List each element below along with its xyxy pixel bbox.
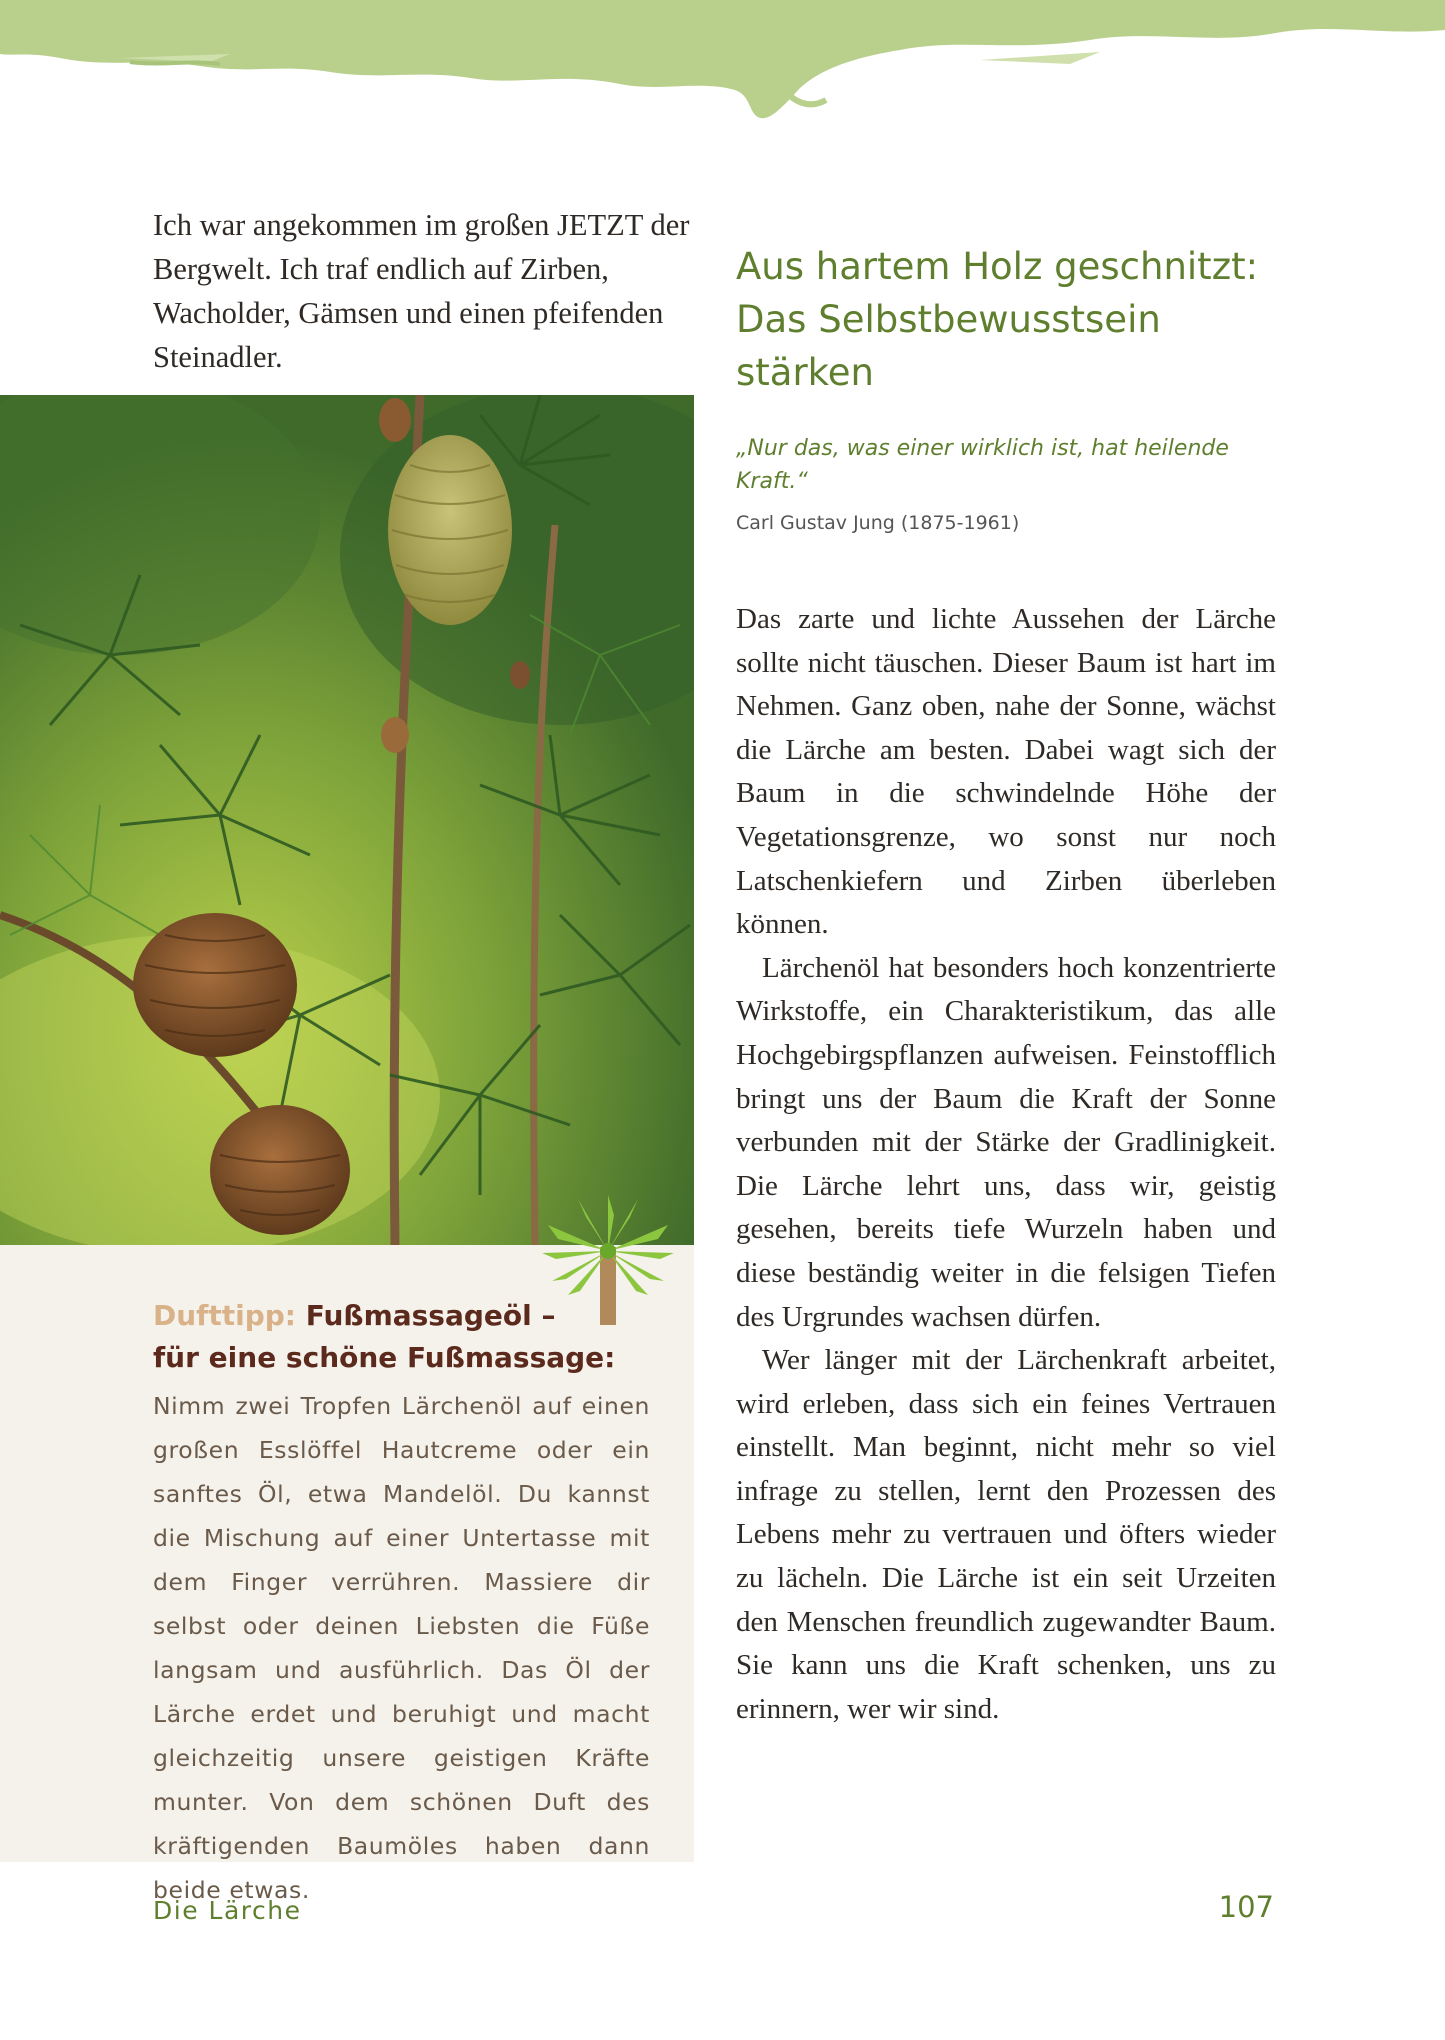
intro-paragraph: Ich war angekommen im großen JETZT der Bergwelt. Ich traf endlich auf Zirben, Wacholder, Gämsen und einen pfeifenden Steinadler.: [153, 208, 690, 374]
tip-body-text: Nimm zwei Tropfen Lärchenöl auf einen großen Esslöffel Hautcreme oder ein sanftes Öl, etwa Mandelöl. Du kannst die Mischung auf einer Untertasse mit dem Finger verrühren. Massiere dir selbst oder deinen Liebsten die Füße langsam und ausführlich. Das Öl der Lärche erdet und beruhigt und macht gleichzeitig unsere geistigen Kräfte munter. Von dem schönen Duft des kräftigenden Baumöles haben dann beide etwas.: [153, 1392, 650, 1904]
tip-title-line2: für eine schöne Fußmassage:: [153, 1341, 616, 1374]
heading-line-3: stärken: [736, 351, 874, 394]
section-heading: [736, 240, 1296, 399]
tip-title-line1: Fußmassageöl –: [305, 1299, 556, 1332]
larch-branch-photo: [0, 395, 694, 1245]
tip-label: Dufttipp:: [153, 1299, 297, 1332]
heading-line-2: Das Selbstbewusstsein: [736, 298, 1161, 341]
body-paragraph-1: Das zarte und lichte Aussehen der Lärche sollte nicht täuschen. Dieser Baum ist hart im Nehmen. Ganz oben, nahe der Sonne, wächst die Lärche am besten. Dabei wagt sich der Baum in die schwindelnde Höhe der Vegetationsgrenze, wo sonst nur noch Latschenkiefern und Zirben überleben können.: [736, 603, 1276, 941]
page-number: 107: [1218, 1890, 1274, 1924]
body-paragraph-2: Lärchenöl hat besonders hoch konzentrierte Wirkstoffe, ein Charakteristikum, das alle Hochgebirgspflanzen aufweisen. Feinstofflich bringt uns der Baum die Kraft der Sonne verbunden mit der Stärke der Gradlinigkeit. Die Lärche lehrt uns, dass wir, geistig gesehen, bereits tiefe Wurzeln haben und diese beständig weiter in die felsigen Tiefen des Urgrundes wachsen dürfen.: [736, 951, 1276, 1333]
body-paragraph-3: Wer länger mit der Lärchenkraft arbeitet, wird erleben, dass sich ein feines Vertrauen einstellt. Man beginnt, nicht mehr so viel infrage zu stellen, lernt den Prozessen des Lebens mehr zu vertrauen und öfters wieder zu lächeln. Die Lärche ist ein seit Urzeiten den Menschen freundlich zugewandter Baum. Sie kann uns die Kraft schenken, uns zu erinnern, wer wir sind.: [736, 1344, 1276, 1725]
tip-title: [153, 1295, 673, 1379]
heading-line-1: Aus hartem Holz geschnitzt:: [736, 245, 1259, 288]
body-text: [736, 598, 1276, 1731]
running-footer-title: Die Lärche: [153, 1896, 302, 1925]
quote-source: Carl Gustav Jung (1875-1961): [736, 512, 1020, 534]
epigraph-quote: „Nur das, was einer wirklich ist, hat heilende Kraft.“: [736, 436, 1229, 494]
top-brush-band: [0, 0, 1445, 130]
